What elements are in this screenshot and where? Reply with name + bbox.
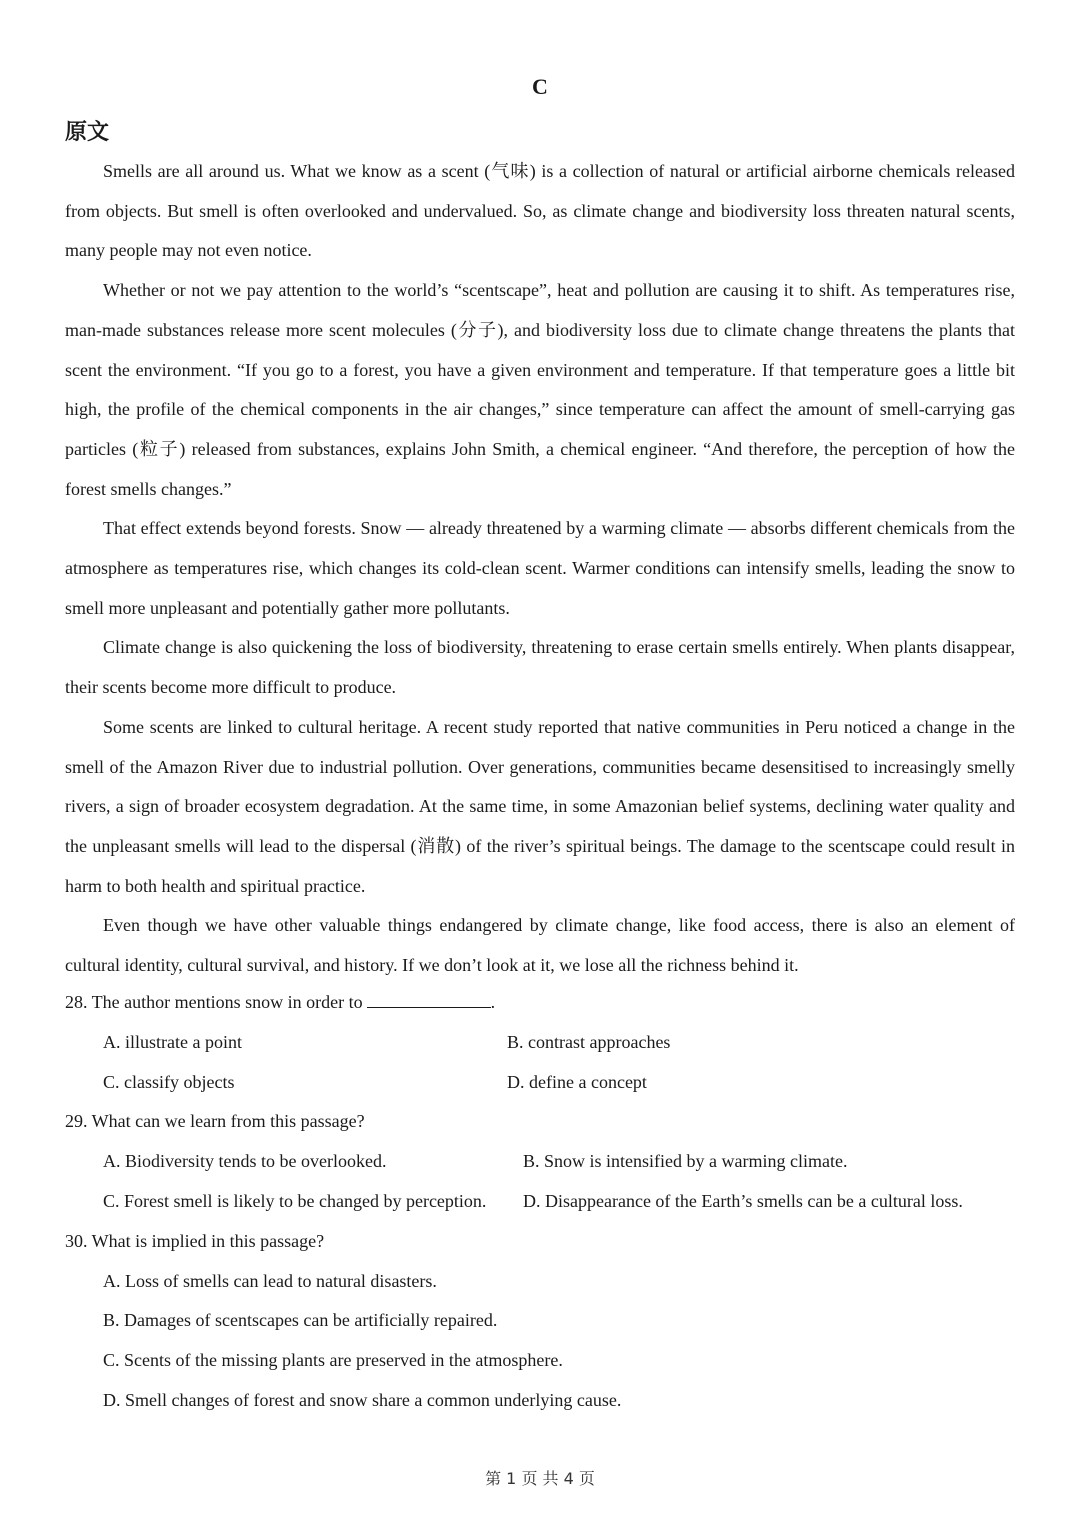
q28-option-c: C. classify objects xyxy=(103,1071,235,1092)
q30-option-d: D. Smell changes of forest and snow share a common underlying cause. xyxy=(103,1389,622,1410)
q28-option-d: D. define a concept xyxy=(507,1071,647,1092)
passage-paragraph-1: Smells are all around us. What we know as a scent (气味) is a collection of natural or artificial airborne chemicals released from objects. But smell is often overlooked and undervalued. So, as climate change and biodiversity loss threaten natural scents, many people may not even notice. xyxy=(65,161,1015,261)
q28-option-a: A. illustrate a point xyxy=(103,1031,242,1052)
q29-option-c: C. Forest smell is likely to be changed by perception. xyxy=(103,1190,487,1211)
passage-paragraph-2: Whether or not we pay attention to the world’s “scentscape”, heat and pollution are causing it to shift. As temperatures rise, man-made substances release more scent molecules (分子), and biodiversity loss due to climate change threatens the plants that scent the environment. “If you go to a forest, you have a given environment and temperature. If that temperature goes a little bit high, the profile of the chemical components in the air changes,” since temperature can affect the amount of smell-carrying gas particles (粒子) released from substances, explains John Smith, a chemical engineer. “And therefore, the perception of how the forest smells changes.” xyxy=(65,280,1015,499)
q29-option-a: A. Biodiversity tends to be overlooked. xyxy=(103,1151,387,1172)
section-letter: C xyxy=(532,74,548,99)
q29-option-b: B. Snow is intensified by a warming climate. xyxy=(523,1151,848,1172)
q29-option-d: D. Disappearance of the Earth’s smells can be a cultural loss. xyxy=(523,1190,963,1211)
question-29-options xyxy=(65,1142,1015,1222)
passage-paragraph-4: Climate change is also quickening the loss of biodiversity, threatening to erase certain smells entirely. When plants disappear, their scents become more difficult to produce. xyxy=(65,637,1015,698)
question-28-stem-end: . xyxy=(490,992,496,1012)
q30-option-a: A. Loss of smells can lead to natural disasters. xyxy=(103,1270,437,1291)
question-30-options xyxy=(65,1262,1015,1421)
page-footer: 第 1 页 共 4 页 xyxy=(485,1469,595,1488)
q30-option-c: C. Scents of the missing plants are preserved in the atmosphere. xyxy=(103,1350,563,1371)
question-section xyxy=(65,983,1015,1421)
passage-paragraph-6: Even though we have other valuable things endangered by climate change, like food access, there is also an element of cultural identity, cultural survival, and history. If we don’t look at it, we lose all the richness behind it. xyxy=(65,915,1015,976)
reading-passage xyxy=(65,152,1015,986)
question-29-stem: 29. What can we learn from this passage? xyxy=(65,1111,365,1132)
passage-paragraph-3: That effect extends beyond forests. Snow — already threatened by a warming climate — absorbs different chemicals from the atmosphere as temperatures rise, which changes its cold-clean scent. Warmer conditions can intensify smells, leading the snow to smell more unpleasant and potentially gather more pollutants. xyxy=(65,518,1015,618)
q28-option-b: B. contrast approaches xyxy=(507,1031,671,1052)
question-30-stem: 30. What is implied in this passage? xyxy=(65,1230,325,1251)
passage-heading: 原文 xyxy=(65,120,110,145)
question-28-options xyxy=(65,1023,1015,1103)
answer-blank xyxy=(367,989,491,1008)
q30-option-b: B. Damages of scentscapes can be artificially repaired. xyxy=(103,1310,498,1331)
passage-paragraph-5: Some scents are linked to cultural heritage. A recent study reported that native communities in Peru noticed a change in the smell of the Amazon River due to industrial pollution. Over generations, communities became desensitised to increasingly smelly rivers, a sign of broader ecosystem degradation. At the same time, in some Amazonian belief systems, declining water quality and the unpleasant smells will lead to the dispersal (消散) of the river’s spiritual beings. The damage to the scentscape could result in harm to both health and spiritual practice. xyxy=(65,716,1015,896)
question-28 xyxy=(65,983,1015,1023)
question-28-stem: 28. The author mentions snow in order to xyxy=(65,992,363,1012)
